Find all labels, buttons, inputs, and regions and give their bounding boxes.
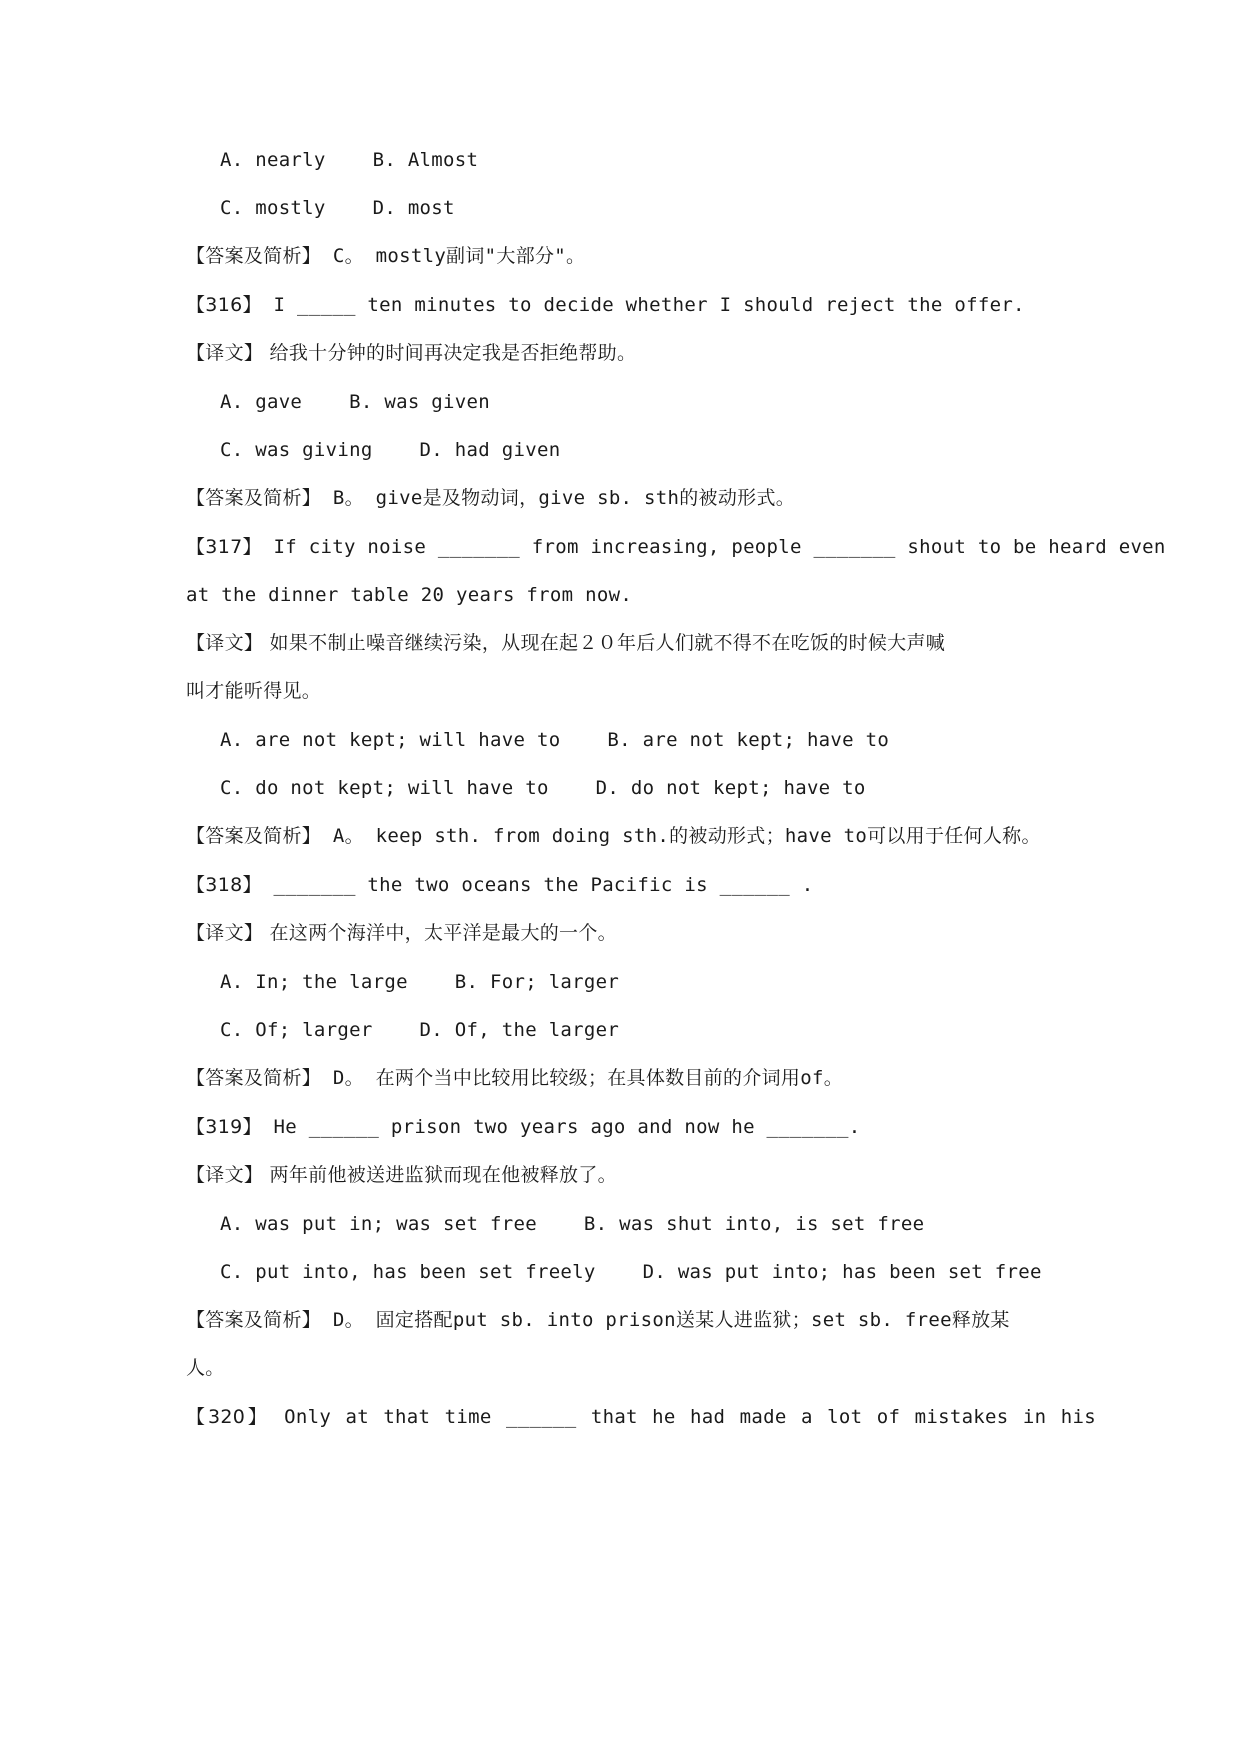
question-318 xyxy=(186,871,814,899)
translation-text: 在这两个海洋中，太平洋是最大的一个。 xyxy=(263,922,617,944)
translation-text: 如果不制止噪音继续污染，从现在起２０年后人们就不得不在吃饭的时候大声喊 xyxy=(263,632,946,654)
question-317 xyxy=(186,533,1166,561)
question-text: He ______ prison two years ago and now he _______. xyxy=(261,1116,861,1138)
translation-tag: 【译文】 xyxy=(186,342,264,364)
answer-text: B。 give是及物动词，give sb. sth的被动形式。 xyxy=(321,487,796,509)
translation-tag: 【译文】 xyxy=(186,632,264,654)
translation-line xyxy=(186,1161,617,1189)
option-line-ab: A. are not kept; will have to B. are not kept; have to xyxy=(220,729,890,751)
answer-text: D。 在两个当中比较用比较级；在具体数目前的介词用of。 xyxy=(321,1067,844,1089)
answer-line xyxy=(186,822,1041,850)
question-text: If city noise _______ from increasing, people _______ shout to be heard even xyxy=(261,536,1166,558)
question-number: 【320】 xyxy=(186,1406,270,1428)
option-line-ab: A. nearly B. Almost xyxy=(220,149,479,171)
translation-line xyxy=(186,629,945,657)
question-number: 【317】 xyxy=(186,536,262,558)
answer-tag: 【答案及简析】 xyxy=(186,1067,322,1089)
question-text-continued: at the dinner table 20 years from now. xyxy=(186,584,633,606)
translation-line xyxy=(186,919,617,947)
answer-text: D。 固定搭配put sb. into prison送某人进监狱；set sb. free释放某 xyxy=(321,1309,1010,1331)
answer-tag: 【答案及简析】 xyxy=(186,825,322,847)
option-line-cd: C. Of; larger D. Of, the larger xyxy=(220,1019,620,1041)
translation-text-continued: 叫才能听得见。 xyxy=(186,680,322,702)
option-line-cd: C. mostly D. most xyxy=(220,197,455,219)
translation-line xyxy=(186,339,636,367)
question-text: Only at that time ______ that he had made a lot of mistakes in his xyxy=(269,1406,1096,1428)
question-number: 【319】 xyxy=(186,1116,262,1138)
answer-line xyxy=(186,242,585,270)
translation-tag: 【译文】 xyxy=(186,922,264,944)
option-line-cd: C. was giving D. had given xyxy=(220,439,561,461)
answer-line xyxy=(186,484,795,512)
option-line-ab: A. In; the large B. For; larger xyxy=(220,971,620,993)
answer-tag: 【答案及简析】 xyxy=(186,1309,322,1331)
answer-line xyxy=(186,1306,1010,1334)
answer-tag: 【答案及简析】 xyxy=(186,487,322,509)
answer-text: C。 mostly副词"大部分"。 xyxy=(321,245,586,267)
translation-text: 给我十分钟的时间再决定我是否拒绝帮助。 xyxy=(263,342,637,364)
question-text: I _____ ten minutes to decide whether I should reject the offer. xyxy=(261,294,1025,316)
question-316 xyxy=(186,291,1025,319)
answer-text: A。 keep sth. from doing sth.的被动形式；have to可以用于任何人称。 xyxy=(321,825,1041,847)
translation-tag: 【译文】 xyxy=(186,1164,264,1186)
answer-tag: 【答案及简析】 xyxy=(186,245,322,267)
option-line-cd: C. do not kept; will have to D. do not kept; have to xyxy=(220,777,866,799)
answer-line xyxy=(186,1064,843,1092)
question-text: _______ the two oceans the Pacific is ______ . xyxy=(261,874,814,896)
question-number: 【316】 xyxy=(186,294,262,316)
option-line-ab: A. was put in; was set free B. was shut into, is set free xyxy=(220,1213,925,1235)
question-number: 【318】 xyxy=(186,874,262,896)
question-320 xyxy=(186,1403,1096,1431)
question-319 xyxy=(186,1113,860,1141)
option-line-ab: A. gave B. was given xyxy=(220,391,490,413)
translation-text: 两年前他被送进监狱而现在他被释放了。 xyxy=(263,1164,617,1186)
option-line-cd: C. put into, has been set freely D. was put into; has been set free xyxy=(220,1261,1042,1283)
answer-text-continued: 人。 xyxy=(186,1357,225,1379)
